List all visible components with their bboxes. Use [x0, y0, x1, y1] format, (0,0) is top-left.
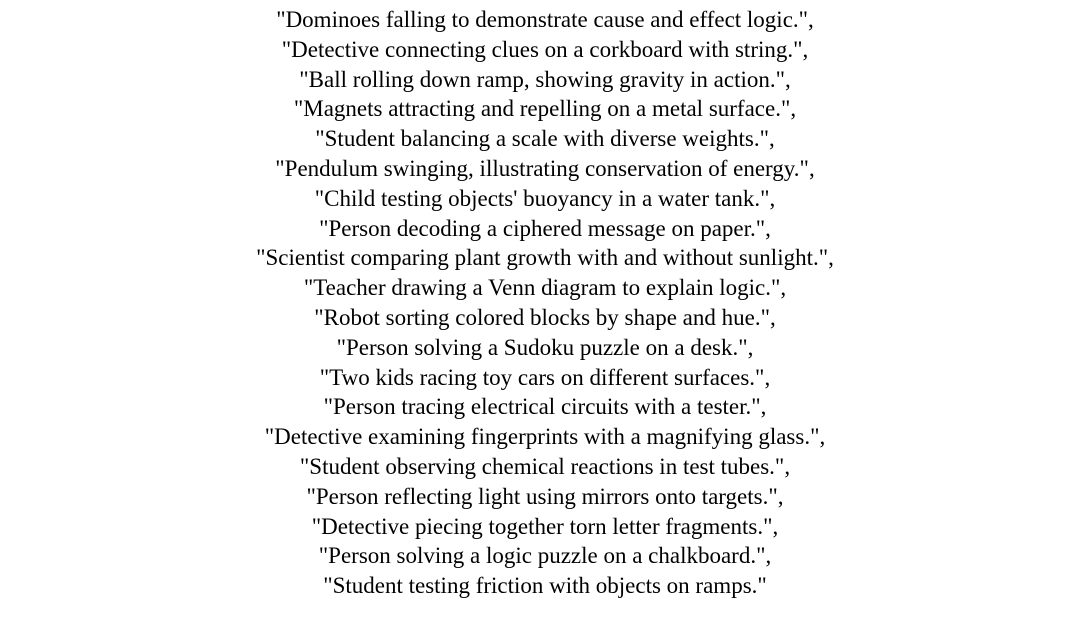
list-line: "Magnets attracting and repelling on a metal surface.", [293, 96, 797, 122]
list-line: "Detective examining fingerprints with a magnifying glass.", [264, 424, 826, 450]
list-line: "Student testing friction with objects on ramps." [323, 573, 767, 599]
list-line: "Pendulum swinging, illustrating conservation of energy.", [275, 155, 815, 181]
list-line: "Student observing chemical reactions in test tubes.", [299, 453, 791, 479]
list-line: "Person tracing electrical circuits with a tester.", [323, 394, 767, 420]
list-line: "Detective piecing together torn letter fragments.", [311, 513, 779, 539]
list-line: "Ball rolling down ramp, showing gravity in action.", [299, 66, 791, 92]
list-line: "Teacher drawing a Venn diagram to explain logic.", [303, 275, 787, 301]
list-line: "Scientist comparing plant growth with and without sunlight.", [256, 245, 834, 271]
list-line: "Person decoding a ciphered message on paper.", [319, 215, 771, 241]
list-line: "Dominoes falling to demonstrate cause and effect logic.", [276, 7, 814, 32]
list-line: "Two kids racing toy cars on different surfaces.", [319, 364, 771, 390]
list-line: "Child testing objects' buoyancy in a water tank.", [314, 185, 776, 211]
list-line: "Person solving a logic puzzle on a chalkboard.", [318, 543, 772, 569]
list-line: "Detective connecting clues on a corkboard with string.", [281, 36, 809, 62]
list-line: "Robot sorting colored blocks by shape and hue.", [314, 304, 776, 330]
list-line: "Person solving a Sudoku puzzle on a desk.", [336, 334, 754, 360]
list-line: "Student balancing a scale with diverse weights.", [315, 126, 775, 152]
list-line: "Person reflecting light using mirrors onto targets.", [306, 483, 784, 509]
